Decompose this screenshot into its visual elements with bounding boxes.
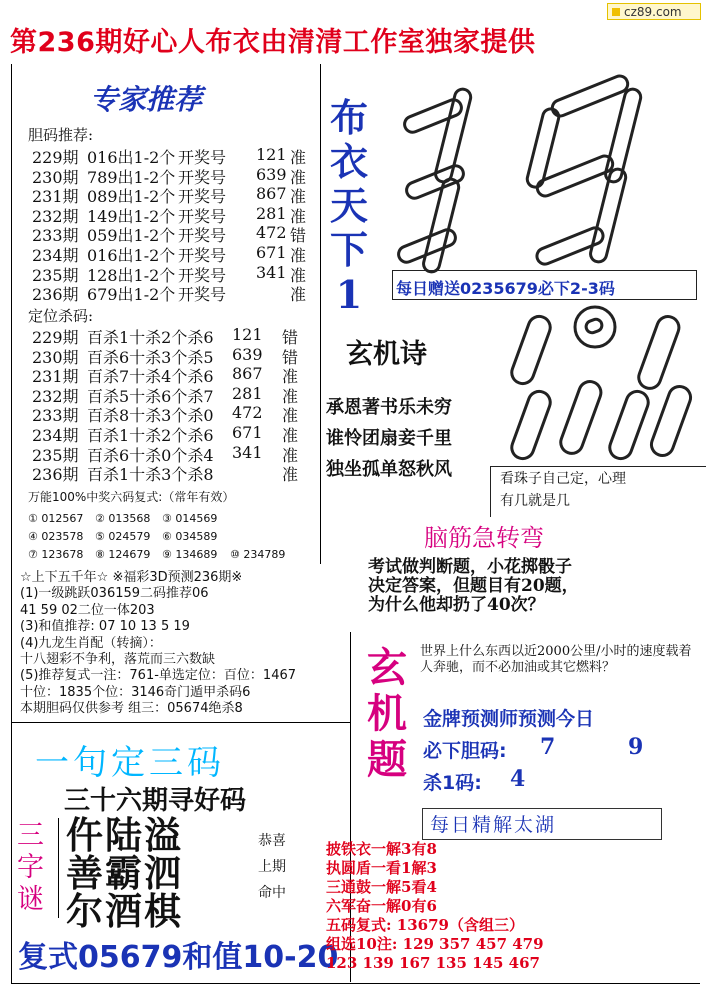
side-char: 三 [17, 820, 44, 851]
taihu-row: 123 139 167 135 145 467 [326, 954, 540, 972]
poem-line: 独坐孤单怒秋风 [326, 459, 452, 480]
buyi-char: 衣 [330, 140, 369, 184]
kill-cell-prize: 472 [232, 403, 263, 423]
kill-cell-prize: 281 [232, 383, 263, 403]
kill-cell-nums: 百杀1十杀2个杀6 [87, 328, 214, 347]
site-logo-icon [612, 8, 620, 16]
dan-title: 胆码推荐: [28, 126, 94, 144]
kill-cell-prize: 867 [232, 364, 263, 384]
dan-cell-nums: 128出1-2个 [87, 265, 176, 285]
five-line: ☆上下五千年☆ ※福彩3D预测236期※ [20, 570, 243, 585]
taihu-rows [326, 840, 544, 973]
kill-val: 4 [510, 766, 526, 792]
five-divider [12, 722, 350, 723]
riddle-char-line: 仵陆溢 [66, 813, 183, 857]
dan-cell-label: 开奖号 [178, 167, 227, 187]
buyi-number: 1 [335, 272, 363, 317]
dan-cell-result: 准 [290, 148, 307, 167]
kill-cell-period: 236期 [32, 465, 79, 485]
combo-item: ⑦ 123678 [28, 548, 84, 561]
dan-cell-period: 231期 [32, 187, 79, 207]
congrats [258, 828, 286, 906]
middle-divider [320, 64, 321, 564]
taihu-row: 六军奋一解0有6 [326, 897, 437, 915]
dan-cell-result: 准 [290, 167, 307, 187]
riddle-line: 为什么他却扔了40次？ [368, 595, 545, 615]
kill-cell-result: 准 [282, 445, 299, 465]
kill-cell-result: 准 [282, 406, 299, 426]
poem-line: 谁怜团扇妾千里 [326, 428, 452, 449]
dan-cell-nums: 059出1-2个 [87, 226, 176, 246]
buyi-char: 天 [330, 184, 369, 228]
dan-cell-result: 准 [290, 285, 307, 305]
dan-cell-label: 开奖号 [178, 206, 227, 226]
riddle-line: 决定答案，但题目有20题， [368, 576, 579, 596]
kill-cell-period: 232期 [32, 386, 79, 406]
kill-cell-result: 准 [282, 426, 299, 445]
must-label: 必下胆码: [423, 740, 507, 762]
side-char: 字 [17, 852, 44, 883]
combo-item: ② 013568 [95, 512, 151, 525]
dan-cell-period: 230期 [32, 167, 79, 187]
dan-cell-prize: 639 [256, 164, 287, 184]
note-line-1: 看珠子自己定，心理 [500, 471, 626, 487]
combo-item: ⑨ 134689 [162, 548, 218, 561]
kill-label: 杀1码: [423, 772, 482, 794]
five-line: (3)和值推荐: 07 10 13 5 19 [20, 619, 190, 635]
riddle-char-line: 善霸泗 [66, 851, 183, 895]
dan-cell-label: 开奖号 [178, 226, 227, 246]
congrats-line: 上期 [258, 859, 286, 875]
combo-item: ③ 014569 [162, 512, 218, 525]
dan-cell-result: 准 [290, 246, 307, 265]
riddle-line: 考试做判断题，小花掷骰子 [368, 557, 572, 577]
kill-cell-period: 233期 [32, 406, 79, 426]
poem-lines [326, 392, 452, 485]
dan-cell-period: 236期 [32, 285, 79, 305]
kill-cell-result: 准 [282, 367, 299, 387]
combo-item: ④ 023578 [28, 530, 84, 543]
dan-cell-prize: 671 [256, 243, 287, 262]
kill-cell-nums: 百杀8十杀3个杀0 [87, 406, 214, 426]
riddle-char-line: 尔酒棋 [66, 889, 183, 933]
combo-item: ⑧ 124679 [95, 548, 151, 561]
combo-item: ⑥ 034589 [162, 530, 218, 543]
five-line: 41 59 02二位一体203 [20, 602, 155, 618]
kill-cell-nums: 百杀1十杀3个杀8 [87, 465, 214, 485]
kill-cell-period: 234期 [32, 426, 79, 445]
dan-cell-prize: 472 [256, 223, 287, 243]
kill-cell-period: 231期 [32, 367, 79, 387]
page-title: 第236期好心人布衣由清清工作室独家提供 [10, 27, 536, 58]
riddle-title: 脑筋急转弯 [424, 524, 544, 552]
site-text: cz89.com [624, 4, 682, 19]
kill-cell-nums: 百杀6十杀0个杀4 [87, 445, 214, 465]
dan-cell-nums: 016出1-2个 [87, 148, 176, 167]
bottom-combo: 复式05679和值10-20 [18, 940, 339, 975]
dan-cell-nums: 679出1-2个 [87, 285, 176, 305]
dan-cell-result: 准 [290, 206, 307, 226]
combo-item: ① 012567 [28, 512, 84, 525]
site-badge[interactable] [607, 3, 701, 20]
kill-cell-period: 229期 [32, 328, 79, 347]
dan-cell-prize: 341 [256, 262, 287, 282]
left-border [11, 64, 12, 984]
must-a: 7 [540, 734, 556, 760]
dan-cell-period: 235期 [32, 265, 79, 285]
dan-cell-nums: 016出1-2个 [87, 246, 176, 265]
combo-title: 万能100%中奖六码复式:（常年有效） [28, 490, 235, 504]
taihu-row: 组选10注: 129 357 457 479 [326, 935, 544, 953]
combo-item: ⑤ 024579 [95, 530, 151, 543]
zero-one-graphic [500, 295, 705, 465]
kill-cell-prize: 121 [232, 325, 263, 344]
riddle-divider [58, 818, 59, 918]
bottom-border [12, 983, 700, 984]
kill-cell-prize: 671 [232, 423, 263, 442]
five-line: 本期胆码仅供参考 组三：05674绝杀8 [20, 701, 243, 717]
dan-cell-result: 准 [290, 265, 307, 285]
dan-cell-prize: 281 [256, 203, 287, 223]
dan-cell-period: 229期 [32, 148, 79, 167]
dan-cell-label: 开奖号 [178, 246, 227, 265]
note-line-2: 有几就是几 [500, 493, 570, 509]
kill-cell-nums: 百杀7十杀4个杀6 [87, 367, 214, 387]
dan-cell-nums: 789出1-2个 [87, 167, 176, 187]
buyi-vertical [330, 96, 368, 317]
congrats-line: 恭喜 [258, 833, 286, 849]
dan-cell-prize: 121 [256, 145, 287, 164]
taihu-row: 五码复式: 13679（含组三） [326, 916, 524, 934]
dan-cell-nums: 149出1-2个 [87, 206, 176, 226]
expert-title: 专家推荐 [90, 83, 203, 116]
taihu-row: 执圆盾一看1解3 [326, 859, 437, 877]
five-line: (4)九龙生肖配（转摘）： [20, 635, 162, 651]
riddle-text [368, 558, 579, 615]
combo-item: ⑩ 234789 [230, 548, 286, 561]
taihu-row: 披铁衣一解3有8 [326, 840, 437, 858]
poem-line: 承恩著书乐未穷 [326, 397, 452, 418]
xuanji-char: 玄 [367, 645, 407, 691]
taihu-title: 每日精解太湖 [430, 814, 557, 836]
must-b: 9 [628, 734, 644, 760]
kill-cell-period: 235期 [32, 445, 79, 465]
five-line: 十位：1835个位：3146奇门遁甲杀码6 [20, 684, 251, 700]
xuanji-char: 机 [367, 691, 407, 737]
daily-gift: 每日赠送0235679必下2-3码 [396, 279, 615, 298]
dan-cell-label: 开奖号 [178, 285, 227, 305]
dan-cell-nums: 089出1-2个 [87, 187, 176, 207]
find-title: 三十六期寻好码 [64, 786, 247, 816]
yiju-title: 一句定三码 [35, 743, 225, 783]
kill-cell-prize: 341 [232, 442, 263, 462]
dan-cell-label: 开奖号 [178, 187, 227, 207]
dan-cell-label: 开奖号 [178, 265, 227, 285]
dan-cell-result: 错 [290, 226, 307, 246]
five-line: 十八翅彩不争利，落荒而三六数缺 [20, 652, 216, 668]
xuanji-vertical [367, 645, 407, 783]
kill-cell-period: 230期 [32, 347, 79, 367]
kill-cell-nums: 百杀5十杀6个杀7 [87, 386, 214, 406]
poem-title: 玄机诗 [346, 339, 427, 370]
kill-cell-prize: 639 [232, 344, 263, 364]
kill-cell-result: 错 [282, 347, 299, 367]
kill-cell-nums: 百杀6十杀3个杀5 [87, 347, 214, 367]
riddle-lines [66, 813, 183, 933]
dan-cell-period: 233期 [32, 226, 79, 246]
kill-cell-result: 错 [282, 328, 299, 347]
dan-cell-period: 234期 [32, 246, 79, 265]
taihu-row: 三通鼓一解5看4 [326, 878, 437, 896]
three-char-riddle [17, 820, 44, 916]
kill-title: 定位杀码: [28, 307, 94, 325]
kill-cell-result: 准 [282, 465, 299, 485]
dan-cell-period: 232期 [32, 206, 79, 226]
kill-cell-nums: 百杀1十杀2个杀6 [87, 426, 214, 445]
gold-predict: 金牌预测师预测今日 [423, 708, 595, 730]
buyi-char: 下 [330, 228, 369, 272]
five-line: (1)一级跳跃036159二码推荐06 [20, 586, 209, 602]
dan-cell-result: 准 [290, 187, 307, 207]
side-char: 谜 [17, 884, 44, 915]
dan-cell-prize: 867 [256, 184, 287, 204]
dan-cell-label: 开奖号 [178, 148, 227, 167]
buyi-char: 布 [330, 96, 369, 140]
five-line: (5)推荐复式一注：761-单选定位：百位：1467 [20, 668, 297, 684]
xuanji-char: 题 [367, 737, 407, 783]
congrats-line: 命中 [258, 885, 286, 901]
big-numbers-graphic [385, 68, 700, 278]
five-thousand-block [20, 570, 296, 718]
kill-cell-result: 准 [282, 386, 299, 406]
xuanji-question: 世界上什么东西以近2000公里/小时的速度载着人奔驰，而不必加油或其它燃料？ [420, 644, 692, 675]
